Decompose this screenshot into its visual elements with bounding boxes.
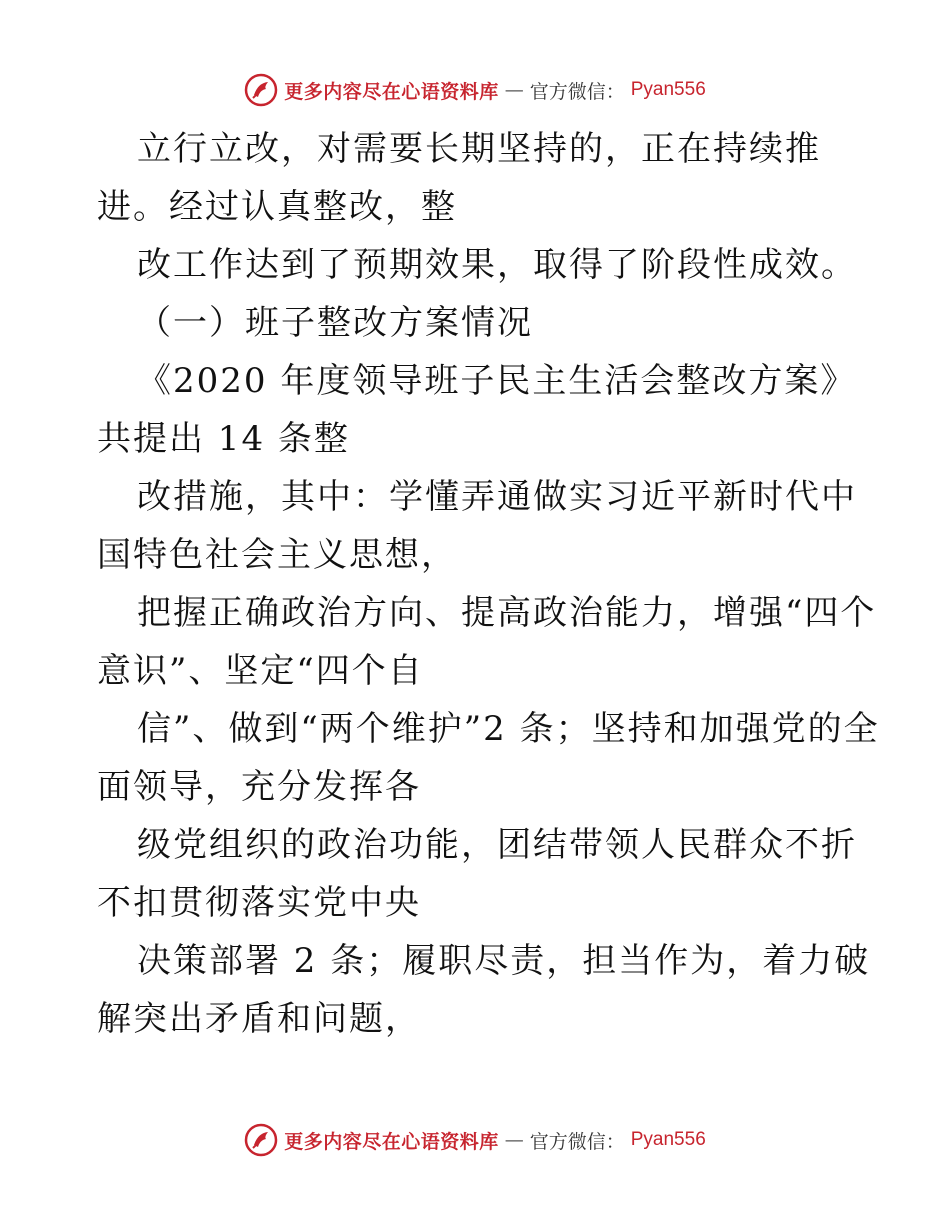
paragraph: 把握正确政治方向、提高政治能力，增强“四个意识”、坚定“四个自 xyxy=(97,593,877,691)
paragraph: 改工作达到了预期效果，取得了阶段性成效。 xyxy=(137,245,857,285)
paragraph: 《2020 年度领导班子民主生活会整改方案》共提出 14 条整 xyxy=(97,361,857,459)
watermark-separator: — xyxy=(504,1129,524,1151)
paragraph: 级党组织的政治功能，团结带领人民群众不折不扣贯彻落实党中央 xyxy=(97,825,857,923)
watermark-wechat-id: Pyan556 xyxy=(630,1129,706,1150)
document-body xyxy=(97,120,887,1048)
watermark-wechat-id: Pyan556 xyxy=(630,79,706,100)
brand-logo-icon xyxy=(244,73,278,107)
section-heading: （一）班子整改方案情况 xyxy=(137,303,533,343)
watermark-label: 官方微信： xyxy=(529,1130,625,1153)
paragraph: 信”、做到“两个维护”2 条；坚持和加强党的全面领导，充分发挥各 xyxy=(97,709,880,807)
paragraph: 立行立改，对需要长期坚持的，正在持续推进。经过认真整改，整 xyxy=(97,129,821,227)
watermark-separator: — xyxy=(504,79,524,101)
footer-watermark xyxy=(0,1120,950,1160)
watermark-label: 官方微信： xyxy=(529,80,625,103)
brand-logo-icon xyxy=(244,1123,278,1157)
header-watermark xyxy=(0,70,950,110)
watermark-title: 更多内容尽在心语资料库 xyxy=(284,80,499,103)
watermark-title: 更多内容尽在心语资料库 xyxy=(284,1130,499,1153)
paragraph: 改措施，其中：学懂弄通做实习近平新时代中国特色社会主义思想， xyxy=(97,477,857,575)
paragraph: 决策部署 2 条；履职尽责，担当作为，着力破解突出矛盾和问题， xyxy=(97,941,871,1039)
